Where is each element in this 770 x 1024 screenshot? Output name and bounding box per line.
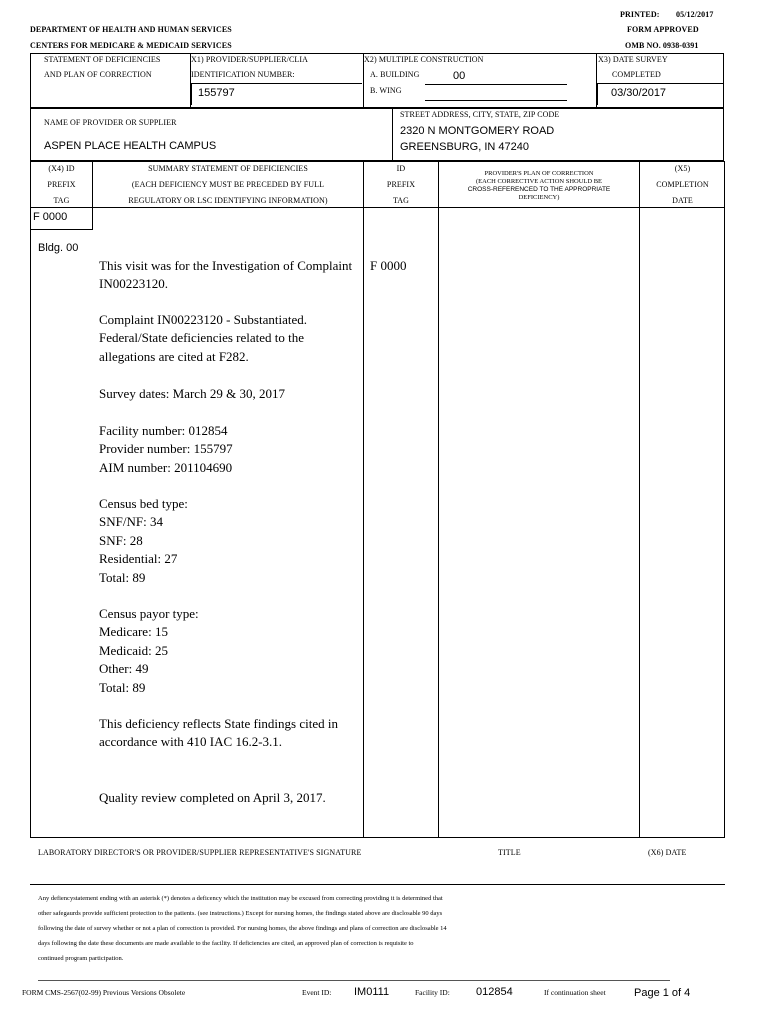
provider-name-value: ASPEN PLACE HEALTH CAMPUS xyxy=(44,140,217,152)
x5-header-1: (X5) xyxy=(674,164,691,173)
divider xyxy=(639,161,640,838)
summary-paragraph-bed-type: Census bed type: SNF/NF: 34 SNF: 28 Residential: 27 Total: 89 xyxy=(99,496,188,585)
disclaimer-line-2: other safegaurds provide sufficient protection to the patients. (see instructions.) Except for nursing homes, the findings stated above are disclosable 90 days xyxy=(38,910,443,917)
form-id: FORM CMS-2567(02-99) Previous Versions Obsolete xyxy=(22,988,186,997)
summary-paragraph-visit: This visit was for the Investigation of Complaint IN00223120. xyxy=(99,258,353,292)
title-label: TITLE xyxy=(498,848,521,857)
x2-label: X2) MULTIPLE CONSTRUCTION xyxy=(364,55,484,64)
disclaimer-line-5: continued program participation. xyxy=(38,955,124,962)
building-value: 00 xyxy=(453,70,466,82)
divider xyxy=(363,161,364,838)
wing-label: B. WING xyxy=(370,86,402,95)
printed-label: PRINTED: xyxy=(620,10,660,19)
disclaimer-line-4: days following the date these documents are made available to the facility. If deficiencies are cited, an approved plan of correction is requisite to xyxy=(38,940,414,947)
disclaimer-line-3: following the date of survey whether or not a plan of correction is provided. For nursing homes, the above findings and plans of correction are disclosable 14 xyxy=(38,925,447,932)
divider xyxy=(438,161,439,838)
summary-paragraph-numbers: Facility number: 012854 Provider number: 155797 AIM number: 201104690 xyxy=(99,423,233,475)
signature-rule xyxy=(30,884,725,885)
x5-header-3: DATE xyxy=(672,196,693,205)
survey-date-value: 03/30/2017 xyxy=(611,87,667,99)
building-underline xyxy=(425,84,567,85)
x6-date-label: (X6) DATE xyxy=(648,848,687,857)
x1-label-1: X1) PROVIDER/SUPPLIER/CLIA xyxy=(191,55,309,64)
summary-paragraph-complaint: Complaint IN00223120 - Substantiated. Federal/State deficiencies related to the allegations are cited at F282. xyxy=(99,312,307,364)
page-number: Page 1 of 4 xyxy=(634,987,691,999)
tag-prefix-left: F 0000 xyxy=(33,211,68,223)
tag-prefix-right: F 0000 xyxy=(370,258,407,273)
statement-label-1: STATEMENT OF DEFICIENCIES xyxy=(44,55,161,64)
x4-header-3: TAG xyxy=(53,196,70,205)
omb-number: OMB NO. 0938-0391 xyxy=(625,41,699,50)
building-label: A. BUILDING xyxy=(370,70,420,79)
signature-label: LABORATORY DIRECTOR'S OR PROVIDER/SUPPLIER REPRESENTATIVE'S SIGNATURE xyxy=(38,848,362,857)
address-label: STREET ADDRESS, CITY, STATE, ZIP CODE xyxy=(400,110,560,119)
plan-header-2: (EACH CORRECTIVE ACTION SHOULD BE xyxy=(475,178,603,185)
event-id-label: Event ID: xyxy=(302,988,332,997)
id-header-3: TAG xyxy=(392,196,410,205)
facility-id-value: 012854 xyxy=(476,986,513,998)
provider-box xyxy=(30,108,724,161)
x4-header-1: (X4) ID xyxy=(48,164,75,173)
summary-header-3: REGULATORY OR LSC IDENTIFYING INFORMATION) xyxy=(128,196,328,205)
tag-underline xyxy=(30,229,92,230)
tag-divider xyxy=(92,207,93,230)
address-line-1: 2320 N MONTGOMERY ROAD xyxy=(400,125,555,137)
plan-header-1: PROVIDER'S PLAN OF CORRECTION xyxy=(484,170,594,177)
provider-name-label: NAME OF PROVIDER OR SUPPLIER xyxy=(44,118,177,127)
id-header-1: ID xyxy=(396,164,406,173)
id-header-2: PREFIX xyxy=(386,180,416,189)
address-line-2: GREENSBURG, IN 47240 xyxy=(400,141,529,153)
footer-rule xyxy=(38,980,670,981)
printed-date: 05/12/2017 xyxy=(676,10,714,19)
x1-label-2: IDENTIFICATION NUMBER: xyxy=(191,70,295,79)
header-divider xyxy=(30,207,725,208)
provider-id-value: 155797 xyxy=(198,87,235,99)
building-tag: Bldg. 00 xyxy=(38,242,79,254)
x3-label-1: X3) DATE SURVEY xyxy=(598,55,668,64)
statement-label-2: AND PLAN OF CORRECTION xyxy=(44,70,152,79)
form-approved: FORM APPROVED xyxy=(627,25,699,34)
summary-header-1: SUMMARY STATEMENT OF DEFICIENCIES xyxy=(148,164,308,173)
x5-header-2: COMPLETION xyxy=(656,180,709,189)
disclaimer-line-1: Any defiencystatement ending with an asterisk (*) denotes a deficency which the institution may be excused from correcting providing it is determined that xyxy=(38,895,443,902)
wing-underline xyxy=(425,100,567,101)
centers-title: CENTERS FOR MEDICARE & MEDICAID SERVICES xyxy=(30,41,232,50)
summary-paragraph-dates: Survey dates: March 29 & 30, 2017 xyxy=(99,386,285,401)
plan-header-4: DEFICIENCY) xyxy=(518,194,560,201)
summary-paragraph-payor: Census payor type: Medicare: 15 Medicaid: 25 Other: 49 Total: 89 xyxy=(99,606,199,695)
department-title: DEPARTMENT OF HEALTH AND HUMAN SERVICES xyxy=(30,25,232,34)
event-id-value: IM0111 xyxy=(354,986,390,998)
x4-header-2: PREFIX xyxy=(47,180,76,189)
x3-label-2: COMPLETED xyxy=(612,70,661,79)
summary-header-2: (EACH DEFICIENCY MUST BE PRECEDED BY FULL xyxy=(131,180,325,189)
plan-header-3: CROSS-REFERENCED TO THE APPROPRIATE xyxy=(467,186,611,193)
summary-paragraph-quality: Quality review completed on April 3, 2017. xyxy=(99,790,326,805)
facility-id-label: Facility ID: xyxy=(415,988,450,997)
divider xyxy=(392,108,393,161)
continuation-label: If continuation sheet xyxy=(544,988,606,997)
summary-paragraph-state: This deficiency reflects State findings cited in accordance with 410 IAC 16.2-3.1. xyxy=(99,716,338,750)
